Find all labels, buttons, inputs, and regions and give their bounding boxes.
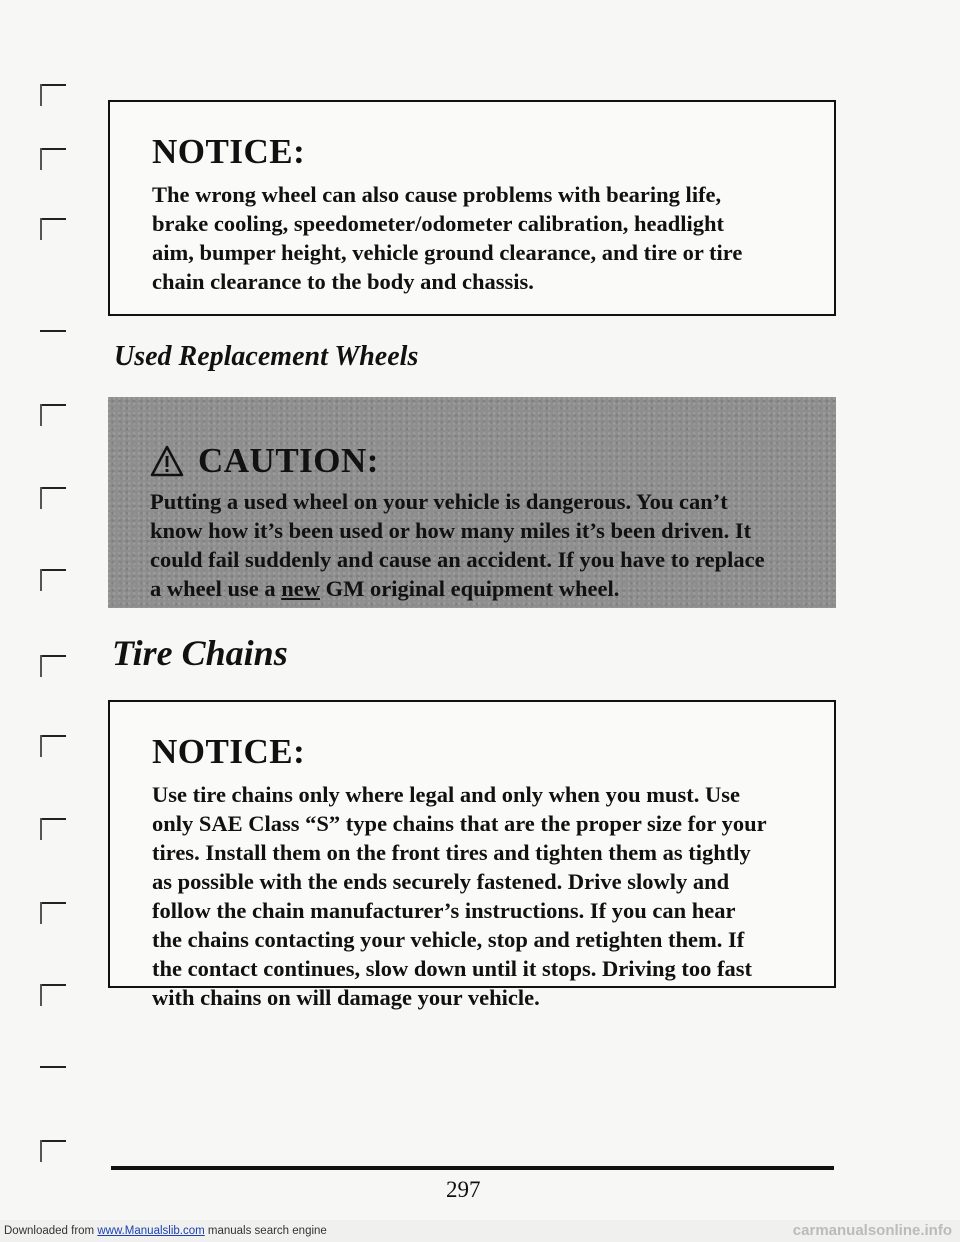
notice-text bbox=[152, 780, 794, 1012]
caution-emphasis-new: new bbox=[281, 576, 320, 601]
notice-line: only SAE Class “S” type chains that are the proper size for your bbox=[152, 811, 767, 836]
notice-line: Use tire chains only where legal and only when you must. Use bbox=[152, 782, 740, 807]
caution-line: Putting a used wheel on your vehicle is dangerous. You can’t bbox=[150, 489, 728, 514]
warning-triangle-icon bbox=[150, 445, 184, 477]
section-heading-used-wheels: Used Replacement Wheels bbox=[114, 341, 419, 372]
notice-line: brake cooling, speedometer/odometer calibration, headlight bbox=[152, 211, 725, 236]
notice-line: aim, bumper height, vehicle ground clearance, and tire or tire bbox=[152, 240, 743, 265]
caution-line-end: GM original equipment wheel. bbox=[320, 576, 620, 601]
notice-line: chain clearance to the body and chassis. bbox=[152, 269, 534, 294]
notice-text bbox=[152, 180, 794, 296]
edge-mark bbox=[40, 218, 66, 240]
edge-mark bbox=[40, 569, 66, 591]
notice-box-tire-chains bbox=[108, 700, 836, 1010]
notice-line: as possible with the ends securely fastened. Drive slowly and bbox=[152, 869, 730, 894]
notice-box-wheel-problems bbox=[108, 100, 836, 316]
footer-rule bbox=[111, 1166, 834, 1170]
caution-title: CAUTION: bbox=[198, 441, 379, 480]
caution-line-start: a wheel use a bbox=[150, 576, 282, 601]
edge-mark bbox=[40, 1066, 66, 1088]
download-notice bbox=[4, 1225, 327, 1237]
section-heading-tire-chains: Tire Chains bbox=[112, 633, 288, 673]
edge-mark bbox=[40, 84, 66, 106]
download-prefix: Downloaded from bbox=[4, 1225, 98, 1237]
notice-line: The wrong wheel can also cause problems with bearing life, bbox=[152, 182, 722, 207]
notice-line: the contact continues, slow down until it stops. Driving too fast bbox=[152, 956, 753, 981]
edge-mark bbox=[40, 148, 66, 170]
notice-line: follow the chain manufacturer’s instructions. If you can hear bbox=[152, 898, 736, 923]
edge-mark bbox=[40, 902, 66, 924]
page-number: 297 bbox=[446, 1177, 481, 1202]
notice-title: NOTICE: bbox=[152, 732, 306, 771]
edge-mark bbox=[40, 655, 66, 677]
notice-title: NOTICE: bbox=[152, 132, 306, 171]
notice-line: tires. Install them on the front tires and tighten them as tightly bbox=[152, 840, 751, 865]
edge-mark bbox=[40, 984, 66, 1006]
watermark-text: carmanualsonline.info bbox=[792, 1222, 952, 1239]
caution-line: could fail suddenly and cause an accident. If you have to replace bbox=[150, 547, 765, 572]
edge-mark bbox=[40, 735, 66, 757]
notice-line: the chains contacting your vehicle, stop and retighten them. If bbox=[152, 927, 745, 952]
caution-line: know how it’s been used or how many miles it’s been driven. It bbox=[150, 518, 752, 543]
manualslib-link[interactable]: www.Manualslib.com bbox=[97, 1225, 205, 1237]
caution-text bbox=[150, 487, 800, 603]
edge-mark bbox=[40, 1140, 66, 1162]
edge-mark bbox=[40, 404, 66, 426]
edge-mark bbox=[40, 818, 66, 840]
download-footer bbox=[0, 1220, 960, 1242]
edge-mark bbox=[40, 330, 66, 352]
download-suffix: manuals search engine bbox=[204, 1225, 327, 1237]
caution-box-used-wheels bbox=[108, 397, 836, 608]
notice-line: with chains on will damage your vehicle. bbox=[152, 985, 540, 1010]
caution-title-row bbox=[150, 441, 800, 481]
edge-mark bbox=[40, 487, 66, 509]
